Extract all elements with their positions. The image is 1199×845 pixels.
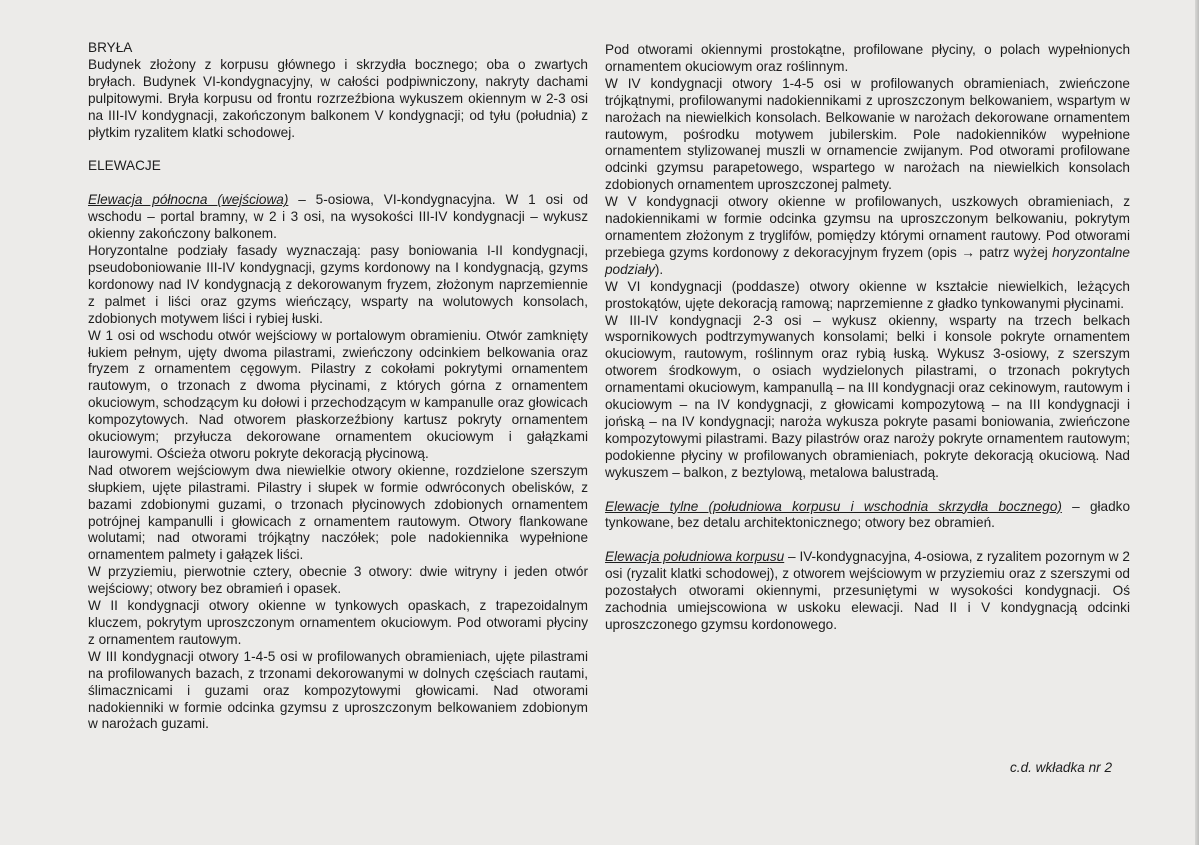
scan-edge: [1195, 0, 1199, 845]
paragraph-horizontal-divisions: Horyzontalne podziały fasady wyznaczają: pasy boniowania I-II kondygnacji, pseudoboniowanie III-IV kondygnacji, gzyms kordonowy na I kondygnacją, gzyms kordonowy nad IV kondygnacją z dekorowanym fryzem, złożonym naprzemiennie z palmet i liści oraz gzyms wieńczący, wsparty na wolutowych konsolach, zdobionych motywem liści i rybiej łuski.: [88, 243, 588, 326]
paragraph-portal: W 1 osi od wschodu otwór wejściowy w portalowym obramieniu. Otwór zamknięty łukiem pełnym, ujęty dwoma pilastrami, zwieńczony odcinkiem belkowania oraz fryzem z ornamentem cęgowym. Pilastry z cokołami pokrytymi ornamentem rautowym, o trzonach z dwoma płycinami, z których górna z ornamentem okuciowym, schodzącym ku dołowi i przechodzącym w kampanulle oraz głowicach kompozytowych. Nad otworem płaskorzeźbiony kartusz pokryty ornamentem okuciowym; przyłucza dekorowane ornamentem okuciowym i gałązkami laurowymi. Ościeża otworu pokryte dekoracją płycinową.: [88, 327, 588, 461]
left-column: [88, 40, 588, 733]
paragraph-storey-ii: W II kondygnacji otwory okienne w tynkowych opaskach, z trapezoidalnym kluczem, pokrytym uproszczonym ornamentem okuciowym. Pod otworami płyciny z ornamentem rautowym.: [88, 598, 588, 647]
section-heading-bryla: BRYŁA: [88, 40, 133, 55]
paragraph-south-elevation: [605, 549, 1130, 634]
paragraph-bryla: Budynek złożony z korpusu głównego i skrzydła bocznego; oba o zwartych bryłach. Budynek VI-kondygnacyjny, w całości podpiwniczony, nakryty dachami pulpitowymi. Bryła korpusu od frontu rozrzeźbiona wykuszem okiennym w 2-3 osi na III-IV kondygnacji, zakończonym balkonem V kondygnacji; od tyłu (południa) z płytkim ryzalitem klatki schodowej.: [88, 56, 588, 140]
paragraph-ground-floor: W przyziemiu, pierwotnie cztery, obecnie 3 otwory: dwie witryny i jeden otwór wejściowy; otwory bez obramień i opasek.: [88, 564, 588, 597]
storey-v-text: W V kondygnacji otwory okienne w profilowanych, uszkowych obramieniach, z nadokiennikami w formie odcinka gzymsu na uproszczonym belkowaniu, pokrytym ornamentem złożonym z tryglifów, pomiędzy którymi ornament rautowy. Pod otworami przebiega gzyms kordonowy z dekoracyjnym fryzem (opis → patrz wyżej: [605, 194, 1130, 260]
storey-v-italic-ref: horyzontalne podziały: [605, 244, 1130, 277]
paragraph-under-windows: Pod otworami okiennymi prostokątne, profilowane płyciny, o polach wypełnionych ornamentem okuciowym oraz roślinnym.: [605, 42, 1130, 74]
paragraph-storey-iv: W IV kondygnacji otwory 1-4-5 osi w profilowanych obramieniach, zwieńczone trójkątnymi, profilowanymi nadokiennikami z uproszczonym belkowaniem, wspartym w narożach na niewielkich konsolach. Belkowanie w narożach dekorowane ornamentem rautowym, pośrodku motywem jubilerskim. Pole nadokienników wypełnione ornamentem stylizowanej muszli w ornamencie zwijanym. Pod otworami profilowane odcinki gzymsu parapetowego, wspartego w narożach na niewielkich konsolach zdobionych ornamentem uproszczonej palmety.: [605, 75, 1130, 193]
paragraph-above-entrance: Nad otworem wejściowym dwa niewielkie otwory okienne, rozdzielone szerszym słupkiem, ujęte pilastrami. Pilastry i słupek w formie odwróconych obelisków, z bazami zdobionymi guzami, o trzonach płycinowych zdobionych ornamentem potrójnej kampanulli i głowicach z ornamentem rautowym. Otwory flankowane wolutami; nad otworami trójkątny naczółek; pole nadokiennika wypełnione ornamentem palmety i gałązek liści.: [88, 462, 588, 563]
north-elevation-intro: – 5-osiowa, VI-kondygnacyjna. W 1 osi od wschodu – portal bramny, w 2 i 3 osi, na wysokości III-IV kondygnacji – wykusz okienny zakończony balkonem.: [88, 192, 589, 242]
section-heading-elewacje: ELEWACJE: [88, 158, 161, 174]
continued-note: c.d. wkładka nr 2: [1010, 760, 1112, 775]
storey-v-end: ).: [654, 261, 664, 277]
paragraph-bay-window: W III-IV kondygnacji 2-3 osi – wykusz okienny, wsparty na trzech belkach wspornikowych podtrzymywanych konsolami; belki i konsole pokryte ornamentem okuciowym, rautowym, roślinnym oraz rybią łuską. Wykusz 3-osiowy, z szerszym otworem środkowym, o osiach wydzielonych pilastrami, o trzonach pokrytych ornamentami okuciowym, kampanullą – na III kondygnacji oraz cekinowym, rautowym i okuciowym – na IV kondygnacji, z głowicami kompozytową – na III kondygnacji i jońską – na IV kondygnacji; naroża wykusza pokryte pasami boniowania, zwieńczone kompozytowymi pilastrami. Bazy pilastrów oraz naroży pokryte ornamentem rautowym; podokienne płyciny w profilowanych obramieniach, pokryte dekoracją okuciową. Nad wykuszem – balkon, z beztylową, metalowa balustradą.: [605, 312, 1130, 480]
rear-elevations-title: Elewacje tylne (południowa korpusu i wschodnia skrzydła bocznego): [605, 498, 1062, 514]
south-elevation-title: Elewacja południowa korpusu: [605, 549, 785, 565]
south-elevation-text: – IV-kondygnacyjna, 4-osiowa, z ryzalitem pozornym w 2 osi (ryzalit klatki schodowej), z otworem wejściowym w przyziemiu oraz z szerszymi od pozostałych otworami okiennymi, przesuniętymi w wysokości kondygnacji. Oś zachodnia umiejscowiona w uskoku elewacji. Nad II i V kondygnacją odcinki uproszczonego gzymsu kordonowego.: [605, 549, 1130, 632]
rear-elevations-text: – gładko tynkowane, bez detalu architektonicznego; otwory bez obramień.: [605, 498, 1131, 531]
right-column: [605, 42, 1130, 634]
paragraph-storey-vi: W VI kondygnacji (poddasze) otwory okienne w kształcie niewielkich, leżących prostokątów, ujęte dekoracją ramową; naprzemienne z gładko tynkowanymi płycinami.: [605, 278, 1130, 311]
paragraph-rear-elevations: [605, 499, 1130, 533]
north-elevation-title: Elewacja północna (wejściowa): [88, 192, 289, 208]
paragraph-north-elevation: [88, 192, 588, 243]
paragraph-storey-v: [605, 194, 1130, 279]
paragraph-storey-iii: W III kondygnacji otwory 1-4-5 osi w profilowanych obramieniach, ujęte pilastrami na profilowanych bazach, z trzonami dekorowanymi w dolnych częściach rautami, ślimacznicami i guzami oraz kompozytowymi głowicami. Nad otworami nadokienniki w formie odcinka gzymsu z uproszczonym belkowaniem zdobionym w narożach guzami.: [88, 648, 588, 732]
